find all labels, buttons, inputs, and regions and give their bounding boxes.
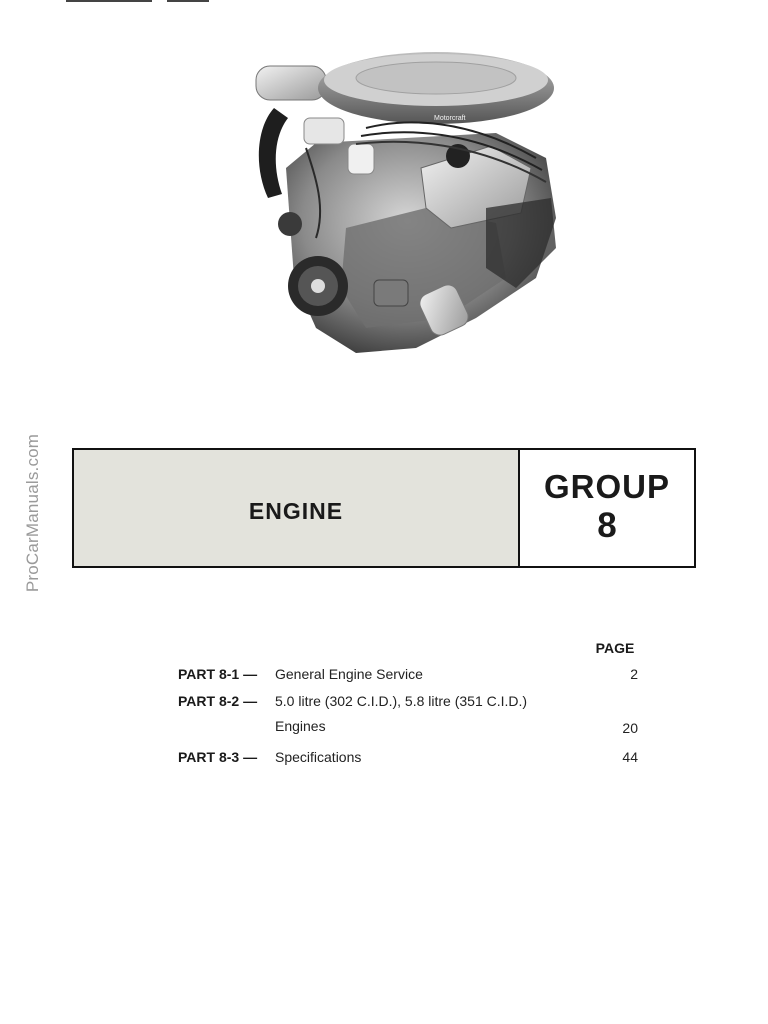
toc-entry[interactable] [178,693,638,713]
toc-page-number: 44 [622,749,638,765]
toc-entry-page-row [178,720,638,740]
toc-page-number: 20 [622,720,638,736]
toc-part-label: PART 8-3 — [178,749,258,765]
group-number: 8 [597,506,617,545]
group-header [72,448,696,568]
group-number-box [520,450,694,566]
group-label: GROUP [543,468,670,505]
top-rule [66,0,152,2]
toc-title: 5.0 litre (302 C.I.D.), 5.8 litre (351 C.I.D.) [275,693,528,709]
toc-part-label: PART 8-2 — [178,693,258,709]
page-column-header: PAGE [595,640,635,656]
toc-page-number: 2 [630,666,638,682]
toc-title: Specifications [275,749,362,765]
group-title: ENGINE [248,497,344,524]
watermark [22,420,44,605]
watermark-text: ProCarManuals.com [23,433,42,592]
toc-part-label: PART 8-1 — [178,666,258,682]
toc-title-continuation: Engines [275,718,326,734]
toc-entry[interactable] [178,666,638,686]
group-title-panel [74,450,520,566]
top-rule [167,0,209,2]
toc-title: General Engine Service [275,666,423,682]
engine-photo [246,48,566,364]
air-cleaner-label: Motorcraft [434,115,466,122]
toc-entry[interactable] [178,749,638,769]
